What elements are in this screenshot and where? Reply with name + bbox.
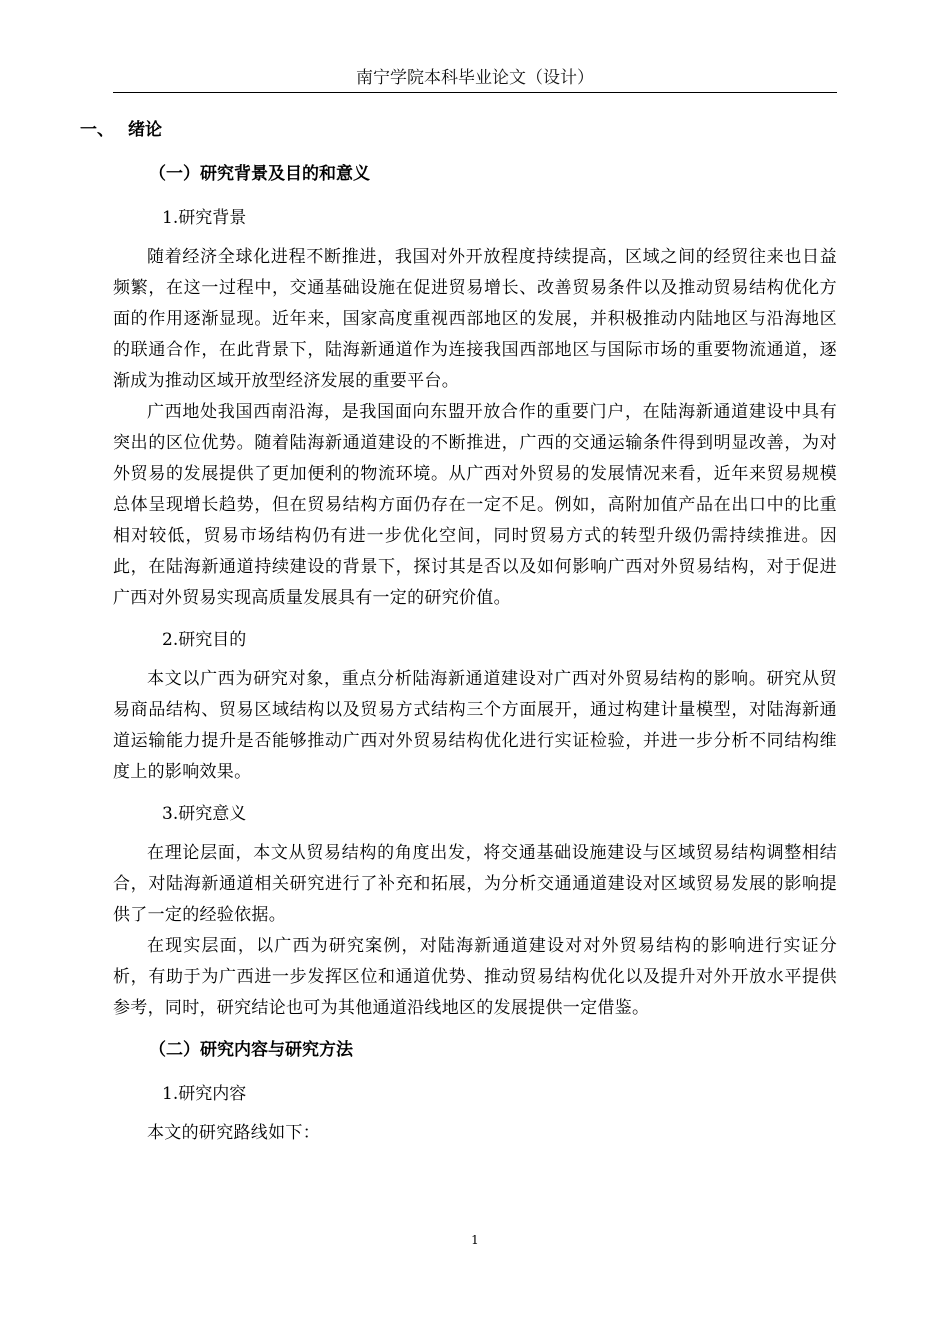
chapter-number: 一、: [80, 120, 114, 140]
subsection-heading-content: 1.研究内容: [162, 1084, 247, 1104]
paragraph-research-route: 本文的研究路线如下：: [147, 1123, 320, 1143]
paragraph-significance-2: 在现实层面，以广西为研究案例，对陆海新通道建设对对外贸易结构的影响进行实证分析，有助于为广西进一步发挥区位和通道优势、推动贸易结构优化以及提升对外开放水平提供参考，同时，研究结论也可为其他通道沿线地区的发展提供一定借鉴。: [113, 936, 837, 1018]
subsection-heading-background: 1.研究背景: [162, 208, 247, 228]
page-header: 南宁学院本科毕业论文（设计）: [356, 68, 594, 88]
subsection-heading-purpose: 2.研究目的: [162, 630, 247, 650]
paragraph-purpose: 本文以广西为研究对象，重点分析陆海新通道建设对广西对外贸易结构的影响。研究从贸易商品结构、贸易区域结构以及贸易方式结构三个方面展开，通过构建计量模型，对陆海新通道运输能力提升是否能够推动广西对外贸易结构优化进行实证检验，并进一步分析不同结构维度上的影响效果。: [113, 669, 837, 782]
paragraph-background-2: 广西地处我国西南沿海，是我国面向东盟开放合作的重要门户，在陆海新通道建设中具有突出的区位优势。随着陆海新通道建设的不断推进，广西的交通运输条件得到明显改善，为对外贸易的发展提供了更加便利的物流环境。从广西对外贸易的发展情况来看，近年来贸易规模总体呈现增长趋势，但在贸易结构方面仍存在一定不足。例如，高附加值产品在出口中的比重相对较低，贸易市场结构仍有进一步优化空间，同时贸易方式的转型升级仍需持续推进。因此，在陆海新通道持续建设的背景下，探讨其是否以及如何影响广西对外贸易结构，对于促进广西对外贸易实现高质量发展具有一定的研究价值。: [113, 402, 837, 608]
chapter-heading: [80, 112, 837, 148]
document-body: [80, 112, 837, 1149]
chapter-title: 绪论: [128, 120, 162, 140]
subsection-heading-significance: 3.研究意义: [162, 804, 247, 824]
page-number: 1: [471, 1233, 479, 1247]
section-heading-content-methods: （二）研究内容与研究方法: [149, 1040, 353, 1060]
header-rule: [113, 92, 837, 93]
section-heading-background: （一）研究背景及目的和意义: [149, 164, 370, 184]
paragraph-significance-1: 在理论层面，本文从贸易结构的角度出发，将交通基础设施建设与区域贸易结构调整相结合，对陆海新通道相关研究进行了补充和拓展，为分析交通通道建设对区域贸易发展的影响提供了一定的经验依据。: [113, 843, 837, 925]
paragraph-background-1: 随着经济全球化进程不断推进，我国对外开放程度持续提高，区域之间的经贸往来也日益频繁，在这一过程中，交通基础设施在促进贸易增长、改善贸易条件以及推动贸易结构优化方面的作用逐渐显现。近年来，国家高度重视西部地区的发展，并积极推动内陆地区与沿海地区的联通合作，在此背景下，陆海新通道作为连接我国西部地区与国际市场的重要物流通道，逐渐成为推动区域开放型经济发展的重要平台。: [113, 247, 837, 391]
